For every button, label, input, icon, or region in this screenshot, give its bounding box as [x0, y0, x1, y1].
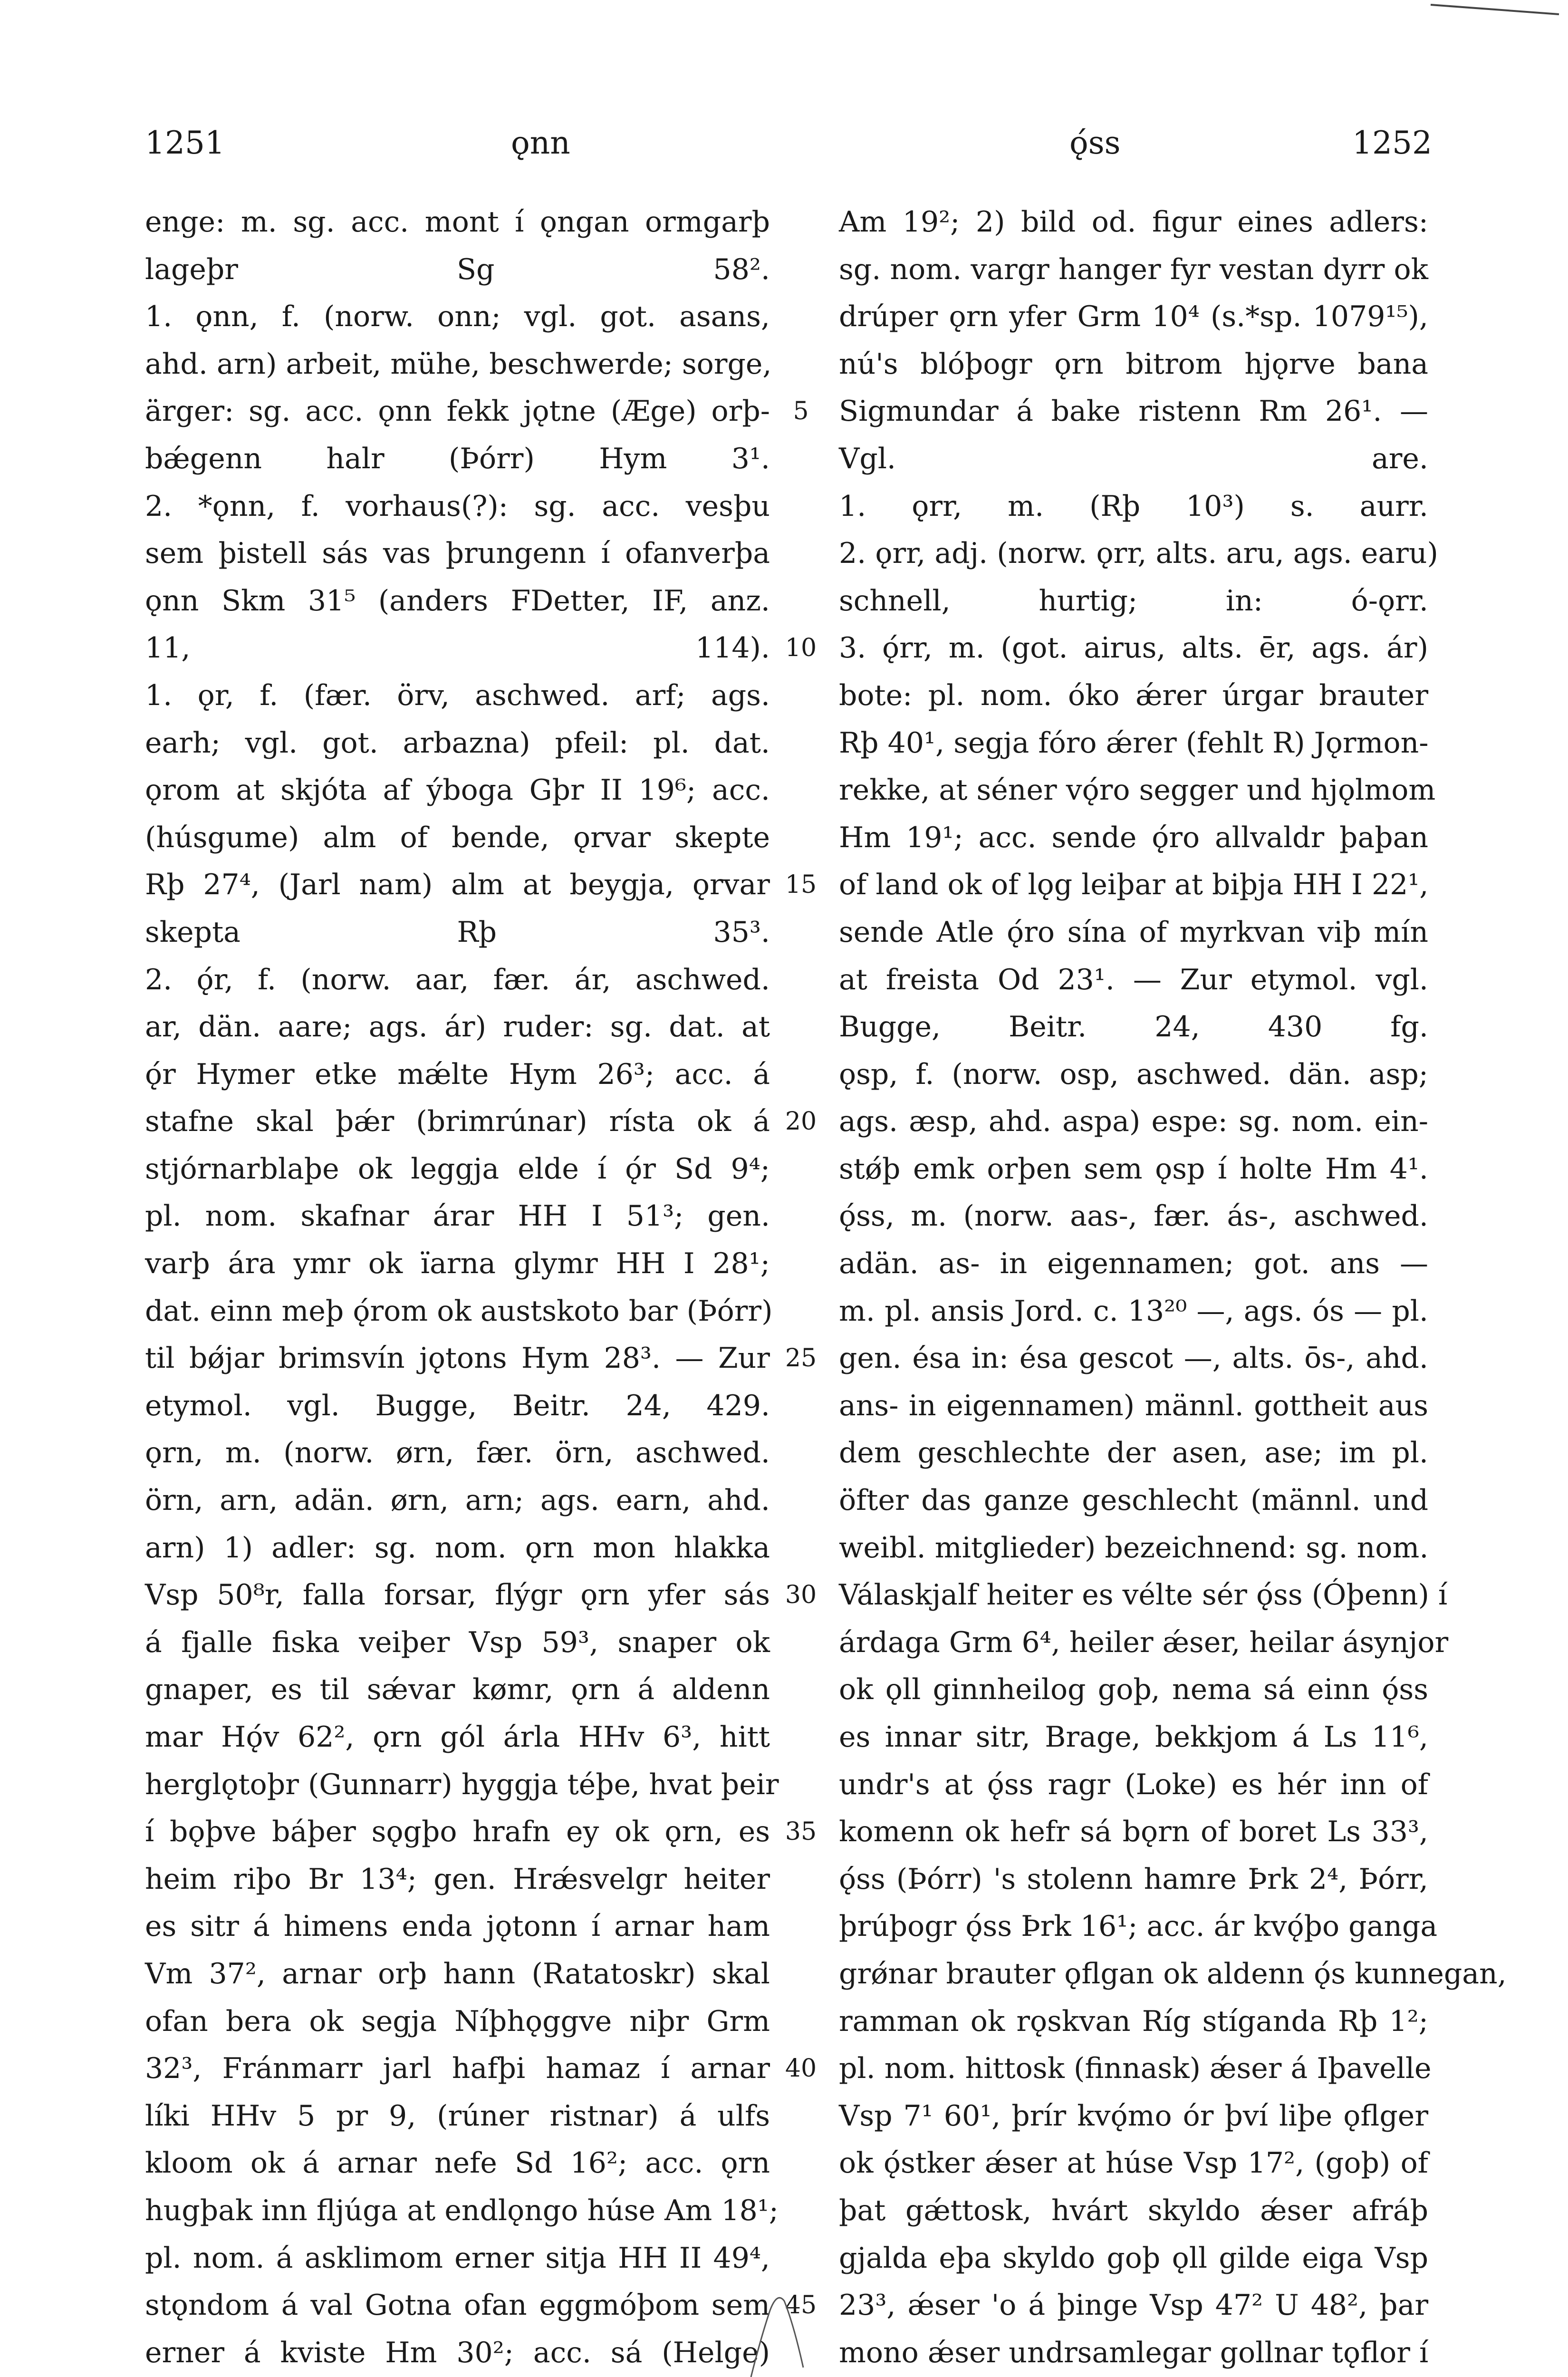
right-column-line: gjalda eþa skyldo goþ ǫll gilde eiga Vsp	[839, 2241, 1428, 2275]
left-column-line: kloom ok á arnar nefe Sd 16²; acc. ǫrn	[145, 2146, 770, 2180]
right-column-line: Bugge, Beitr. 24, 430 fg.	[839, 1010, 1428, 1044]
right-column-line: m. pl. ansis Jord. c. 13²⁰ —, ags. ós — pl.	[839, 1294, 1428, 1328]
left-column-line: pl. nom. á asklimom erner sitja HH II 49⁴,	[145, 2241, 770, 2275]
running-headword-right: ǫ́ss	[1069, 125, 1121, 161]
right-column-line: 23³, ǽser 'o á þinge Vsp 47² U 48², þar	[839, 2289, 1428, 2322]
left-column-line: earh; vgl. got. arbazna) pfeil: pl. dat.	[145, 726, 770, 760]
right-column-line: komenn ok hefr sá bǫrn of boret Ls 33³,	[839, 1815, 1428, 1849]
running-headword-left: ǫnn	[511, 125, 570, 161]
page-number-left: 1251	[145, 125, 225, 161]
left-column-line: í bǫþve báþer sǫgþo hrafn ey ok ǫrn, es	[145, 1815, 770, 1849]
left-column-line: 2. *ǫnn, f. vorhaus(?): sg. acc. vesþu	[145, 489, 770, 523]
left-column-line: (húsgume) alm of bende, ǫrvar skepte	[145, 821, 770, 854]
right-column-line: Sigmundar á bake ristenn Rm 26¹. —	[839, 395, 1428, 428]
right-column-line: ǫsp, f. (norw. osp, aschwed. dän. asp;	[839, 1057, 1428, 1091]
right-column-line: gen. ésa in: ésa gescot —, alts. ōs-, ahd.	[839, 1342, 1428, 1375]
right-column-line: grǿnar brauter ǫflgan ok aldenn ǫ́s kunnegan,	[839, 1957, 1507, 1990]
right-column-line: þrúþogr ǫ́ss Þrk 16¹; acc. ár kvǫ́þo ganga	[839, 1910, 1438, 1943]
right-column-line: Hm 19¹; acc. sende ǫ́ro allvaldr þaþan	[839, 821, 1428, 854]
line-number: 30	[785, 1581, 817, 1610]
left-column-line: arn) 1) adler: sg. nom. ǫrn mon hlakka	[145, 1531, 770, 1565]
right-column-line: sende Atle ǫ́ro sína of myrkvan viþ mín	[839, 915, 1428, 949]
left-column-line: hugþak inn fljúga at endlǫngo húse Am 18¹;	[145, 2193, 779, 2227]
right-column	[839, 199, 1507, 2377]
left-column-line: ahd. arn) arbeit, mühe, beschwerde; sorge,	[145, 347, 772, 381]
line-number: 20	[785, 1107, 817, 1136]
right-column-line: öfter das ganze geschlecht (männl. und	[839, 1484, 1428, 1517]
left-column	[145, 199, 779, 2377]
left-column-line: ar, dän. aare; ags. ár) ruder: sg. dat. at	[145, 1010, 770, 1044]
left-column-line: pl. nom. skafnar árar HH I 51³; gen.	[145, 1199, 770, 1233]
left-column-line: lageþr Sg 58².	[145, 252, 770, 286]
right-column-line: árdaga Grm 6⁴, heiler ǽser, heilar ásynjor	[839, 1625, 1449, 1659]
right-column-line: Vgl. are.	[839, 442, 1428, 475]
left-column-line: 11, 114).	[145, 631, 770, 665]
left-column-line: varþ ára ymr ok ïarna glymr HH I 28¹;	[145, 1247, 770, 1281]
left-column-line: ǫrom at skjóta af ýboga Gþr II 19⁶; acc.	[145, 773, 770, 807]
left-column-line: ǫrn, m. (norw. ørn, fær. örn, aschwed.	[145, 1436, 770, 1470]
right-column-line: ǫ́ss, m. (norw. aas-, fær. ás-, aschwed.	[839, 1199, 1428, 1233]
left-column-line: til bǿjar brimsvín jǫtons Hym 28³. — Zur	[145, 1342, 770, 1375]
left-column-line: enge: m. sg. acc. mont í ǫngan ormgarþ	[145, 205, 770, 239]
left-column-line: ofan bera ok segja Níþhǫggve niþr Grm	[145, 2004, 770, 2038]
left-column-line: Vm 37², arnar orþ hann (Ratatoskr) skal	[145, 1957, 770, 1990]
left-column-line: 32³, Fránmarr jarl hafþi hamaz í arnar	[145, 2052, 770, 2086]
line-number: 40	[785, 2054, 817, 2083]
left-column-line: á fjalle fiska veiþer Vsp 59³, snaper ok	[145, 1625, 770, 1659]
scan-edge-mark	[1426, 0, 1568, 29]
left-column-line: ǫnn Skm 31⁵ (anders FDetter, IF, anz.	[145, 584, 770, 618]
ink-mark	[741, 2282, 818, 2377]
right-column-line: sg. nom. vargr hanger fyr vestan dyrr ok	[839, 252, 1428, 286]
right-column-line: ok ǫ́stker ǽser at húse Vsp 17², (goþ) of	[839, 2146, 1428, 2180]
right-column-line: drúper ǫrn yfer Grm 10⁴ (s.*sp. 1079¹⁵),	[839, 300, 1428, 334]
right-column-line: Rþ 40¹, segja fóro ǽrer (fehlt R) Jǫrmon-	[839, 726, 1429, 760]
right-column-line: adän. as- in eigennamen; got. ans —	[839, 1247, 1428, 1281]
right-column-line: mono ǽser undrsamlegar gollnar tǫflor í	[839, 2336, 1429, 2369]
left-column-line: örn, arn, adän. ørn, arn; ags. earn, ahd.	[145, 1484, 770, 1517]
right-column-line: ok ǫll ginnheilog goþ, nema sá einn ǫ́ss	[839, 1673, 1428, 1707]
left-column-line: sem þistell sás vas þrungenn í ofanverþa	[145, 537, 770, 570]
right-column-line: Vsp 7¹ 60¹, þrír kvǫ́mo ór því liþe ǫflger	[839, 2099, 1428, 2133]
left-column-line: mar Hǫ́v 62², ǫrn gól árla HHv 6³, hitt	[145, 1720, 770, 1754]
left-column-line: gnaper, es til sǽvar kømr, ǫrn á aldenn	[145, 1673, 770, 1707]
right-column-line: Válaskjalf heiter es vélte sér ǫ́ss (Óþenn) í	[839, 1578, 1448, 1612]
line-number: 10	[785, 634, 817, 663]
left-column-line: stafne skal þǽr (brimrúnar) rísta ok á	[145, 1105, 770, 1139]
right-column-line: ramman ok rǫskvan Ríg stíganda Rþ 1²;	[839, 2004, 1428, 2038]
left-column-line: stjórnarblaþe ok leggja elde í ǫ́r Sd 9⁴;	[145, 1152, 770, 1186]
right-column-line: 2. ǫrr, adj. (norw. ǫrr, alts. aru, ags. earu)	[839, 537, 1438, 570]
left-column-line: ǫ́r Hymer etke mǽlte Hym 26³; acc. á	[145, 1057, 770, 1091]
right-column-line: þat gǽttosk, hvárt skyldo ǽser afráþ	[839, 2193, 1428, 2227]
right-column-line: at freista Od 23¹. — Zur etymol. vgl.	[839, 963, 1428, 996]
left-column-line: Rþ 27⁴, (Jarl nam) alm at beygja, ǫrvar	[145, 868, 770, 902]
right-column-line: nú's blóþogr ǫrn bitrom hjǫrve bana	[839, 347, 1428, 381]
right-column-line: pl. nom. hittosk (finnask) ǽser á Iþavelle	[839, 2052, 1432, 2086]
line-number: 45	[785, 2291, 817, 2320]
right-column-line: undr's at ǫ́ss ragr (Loke) es hér inn of	[839, 1768, 1428, 1801]
right-column-line: es innar sitr, Brage, bekkjom á Ls 11⁶,	[839, 1720, 1428, 1754]
right-column-line: bote: pl. nom. óko ǽrer úrgar brauter	[839, 678, 1428, 712]
right-column-line: weibl. mitglieder) bezeichnend: sg. nom.	[839, 1531, 1429, 1565]
left-column-line: Vsp 50⁸r, falla forsar, flýgr ǫrn yfer sás	[145, 1578, 770, 1612]
left-column-line: bǽgenn halr (Þórr) Hym 3¹.	[145, 442, 770, 475]
right-column-line: 3. ǫ́rr, m. (got. airus, alts. ēr, ags. ár)	[839, 631, 1428, 665]
line-number: 25	[785, 1344, 817, 1373]
left-column-line: skepta Rþ 35³.	[145, 915, 770, 949]
left-column-line: erner á kviste Hm 30²; acc. sá (Helge)	[145, 2336, 770, 2369]
right-column-line: dem geschlechte der asen, ase; im pl.	[839, 1436, 1428, 1470]
left-column-line: líki HHv 5 pr 9, (rúner ristnar) á ulfs	[145, 2099, 770, 2133]
left-column-line: 1. ǫnn, f. (norw. onn; vgl. got. asans,	[145, 300, 770, 334]
left-column-line: herglǫtoþr (Gunnarr) hyggja téþe, hvat þeir	[145, 1768, 779, 1801]
line-number: 15	[785, 870, 817, 899]
right-column-line: ans- in eigennamen) männl. gottheit aus	[839, 1389, 1428, 1422]
left-column-line: 2. ǫ́r, f. (norw. aar, fær. ár, aschwed.	[145, 963, 770, 996]
page-number-right: 1252	[1352, 125, 1432, 161]
right-column-line: rekke, at séner vǫ́ro segger und hjǫlmom	[839, 773, 1436, 807]
right-column-line: ǫ́ss (Þórr) 's stolenn hamre Þrk 2⁴, Þórr,	[839, 1862, 1428, 1896]
right-column-line: of land ok of lǫg leiþar at biþja HH I 22¹,	[839, 868, 1429, 902]
left-column-line: dat. einn meþ ǫ́rom ok austskoto bar (Þórr)	[145, 1294, 773, 1328]
line-number: 35	[785, 1817, 817, 1846]
right-column-line: 1. ǫrr, m. (Rþ 10³) s. aurr.	[839, 489, 1428, 523]
right-column-line: schnell, hurtig; in: ó-ǫrr.	[839, 584, 1428, 618]
right-column-line: ags. æsp, ahd. aspa) espe: sg. nom. ein-	[839, 1105, 1428, 1139]
line-number: 5	[793, 397, 809, 426]
left-column-line: ärger: sg. acc. ǫnn fekk jǫtne (Æge) orþ-	[145, 395, 770, 428]
right-column-line: stǿþ emk orþen sem ǫsp í holte Hm 4¹.	[839, 1152, 1428, 1186]
right-column-line: Am 19²; 2) bild od. figur eines adlers:	[839, 205, 1428, 239]
left-column-line: 1. ǫr, f. (fær. örv, aschwed. arf; ags.	[145, 678, 770, 712]
left-column-line: heim riþo Br 13⁴; gen. Hrǽsvelgr heiter	[145, 1862, 770, 1896]
left-column-line: stǫndom á val Gotna ofan eggmóþom sem	[145, 2289, 770, 2322]
left-column-line: etymol. vgl. Bugge, Beitr. 24, 429.	[145, 1389, 770, 1422]
left-column-line: es sitr á himens enda jǫtonn í arnar ham	[145, 1910, 770, 1943]
